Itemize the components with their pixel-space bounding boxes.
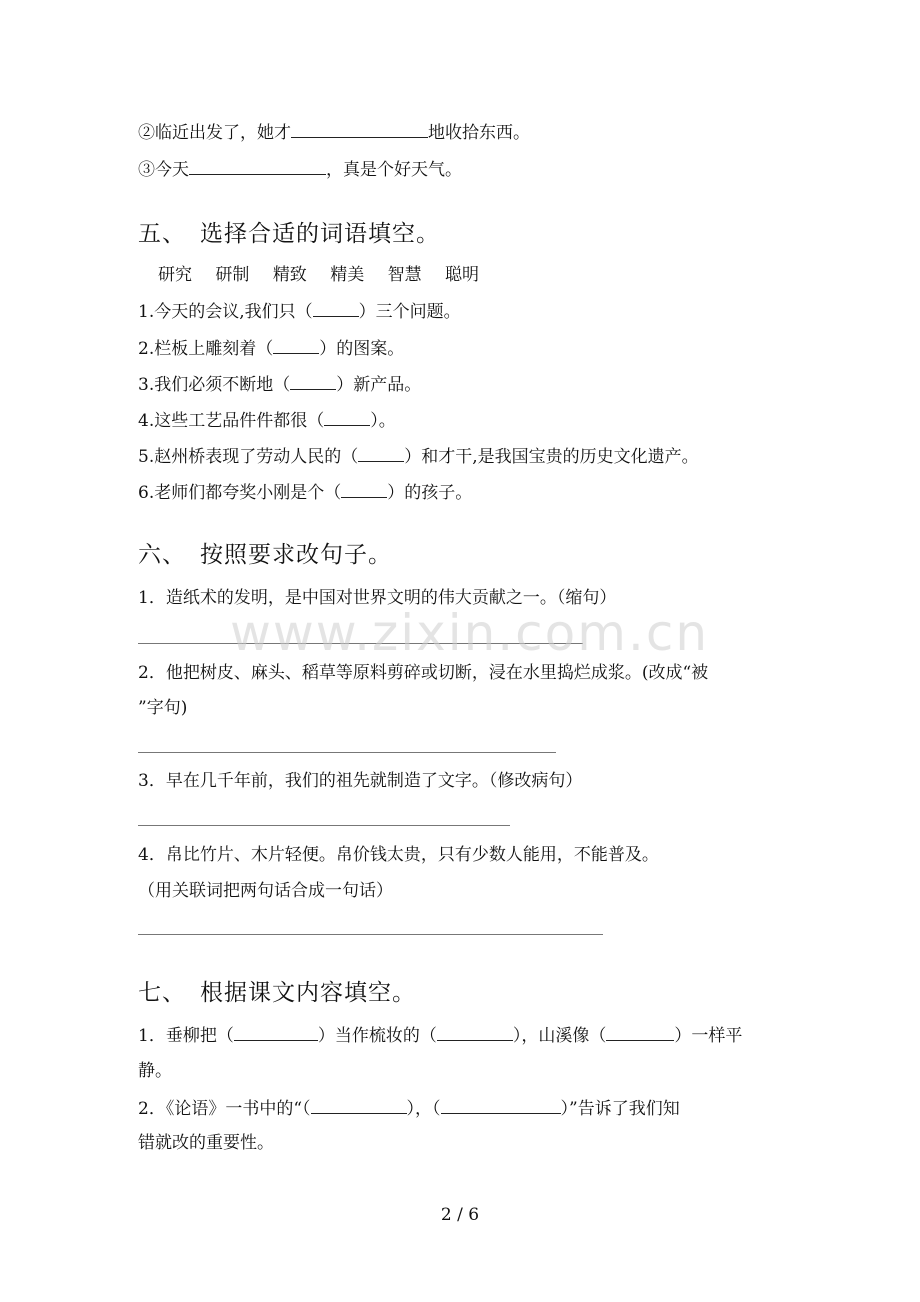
section-6-question-3: 3．早在几千年前，我们的祖先就制造了文字。（修改病句） (138, 771, 583, 791)
section-number: 五、 (138, 221, 186, 247)
fill-blank[interactable] (234, 1024, 318, 1041)
item-text: 4.这些工艺品件件都很（ (138, 411, 325, 431)
word-bank-item: 聪明 (445, 265, 480, 285)
word-bank-item: 研制 (215, 265, 250, 285)
fill-blank[interactable] (313, 300, 359, 317)
section-6-question-2-cont: ”字句) (138, 698, 188, 718)
section-number: 六、 (138, 542, 186, 568)
fill-blank[interactable] (606, 1024, 674, 1041)
section-5-item (138, 300, 461, 323)
section-6-question-1: 1．造纸术的发明，是中国对世界文明的伟大贡献之一。（缩句） (138, 588, 617, 608)
section-6-question-4-cont: （用关联词把两句话合成一句话） (138, 881, 393, 901)
section-7-question-1-cont: 静。 (138, 1061, 172, 1081)
section-7-question-2 (138, 1097, 680, 1120)
item-text: ）新产品。 (336, 375, 422, 395)
section-title: 按照要求改句子。 (200, 542, 392, 568)
word-bank-item: 研究 (158, 265, 192, 285)
item-text: ）。 (370, 411, 396, 431)
section-5-item (138, 481, 472, 504)
question-text: ③今天 (138, 160, 189, 180)
section-7-heading (138, 978, 416, 1008)
section-5-item (138, 445, 699, 468)
section-6-heading (138, 540, 392, 570)
answer-line[interactable] (138, 825, 510, 826)
page-number: 2 / 6 (440, 1205, 480, 1225)
section-7-question-2-cont: 错就改的重要性。 (138, 1133, 274, 1153)
item-text: ），山溪像（ (512, 1026, 607, 1046)
item-text: ）的图案。 (319, 339, 405, 359)
fill-blank[interactable] (441, 1097, 561, 1114)
item-text: ）的孩子。 (387, 483, 473, 503)
section-6-question-2: 2．他把树皮、麻头、稻草等原料剪碎或切断，浸在水里捣烂成浆。(改成“被 (138, 663, 709, 683)
item-text: 2．《论语》一书中的“（ (138, 1099, 311, 1119)
fill-blank[interactable] (341, 481, 387, 498)
item-text: 1.今天的会议,我们只（ (138, 302, 313, 322)
section-5-item (138, 337, 404, 360)
word-bank-item: 精致 (272, 265, 307, 285)
item-text: ），（ (406, 1099, 441, 1119)
section-6-question-4: 4．帛比竹片、木片轻便。帛价钱太贵，只有少数人能用，不能普及。 (138, 845, 659, 865)
fill-blank[interactable] (311, 1097, 407, 1114)
word-bank-item: 精美 (330, 265, 365, 285)
word-bank (158, 264, 497, 286)
item-text: 1．垂柳把（ (138, 1026, 234, 1046)
fill-blank[interactable] (290, 373, 336, 390)
item-text: 6.老师们都夸奖小刚是个（ (138, 483, 342, 503)
answer-line[interactable] (138, 752, 556, 753)
item-text: ）和才干,是我国宝贵的历史文化遗产。 (404, 447, 699, 467)
section-title: 选择合适的词语填空。 (200, 221, 440, 247)
watermark: www.zixin.com.cn (230, 604, 710, 662)
fill-blank[interactable] (437, 1024, 513, 1041)
section-5-heading (138, 219, 440, 249)
section-5-item (138, 373, 421, 396)
fill-blank[interactable] (189, 156, 326, 175)
fill-blank[interactable] (273, 337, 319, 354)
item-text: ）一样平 (674, 1026, 743, 1046)
fill-blank[interactable] (358, 445, 404, 462)
answer-line[interactable] (138, 934, 603, 935)
item-text: ）三个问题。 (358, 302, 461, 322)
question-text: ②临近出发了，她才 (138, 123, 291, 143)
question-2-line (138, 119, 530, 144)
item-text: ）当作梳妆的（ (317, 1026, 437, 1046)
section-5-item (138, 409, 396, 432)
fill-blank[interactable] (324, 409, 370, 426)
item-text: 2.栏板上雕刻着（ (138, 339, 274, 359)
section-title: 根据课文内容填空。 (200, 980, 416, 1006)
word-bank-item: 智慧 (387, 265, 422, 285)
question-text: 地收拾东西。 (428, 123, 530, 143)
section-7-question-1 (138, 1024, 742, 1047)
section-number: 七、 (138, 980, 186, 1006)
question-text: ，真是个好天气。 (326, 160, 462, 180)
fill-blank[interactable] (291, 119, 428, 138)
item-text: ）”告诉了我们知 (560, 1099, 680, 1119)
item-text: 5.赵州桥表现了劳动人民的（ (138, 447, 359, 467)
question-3-line (138, 156, 462, 181)
item-text: 3.我们必须不断地（ (138, 375, 291, 395)
